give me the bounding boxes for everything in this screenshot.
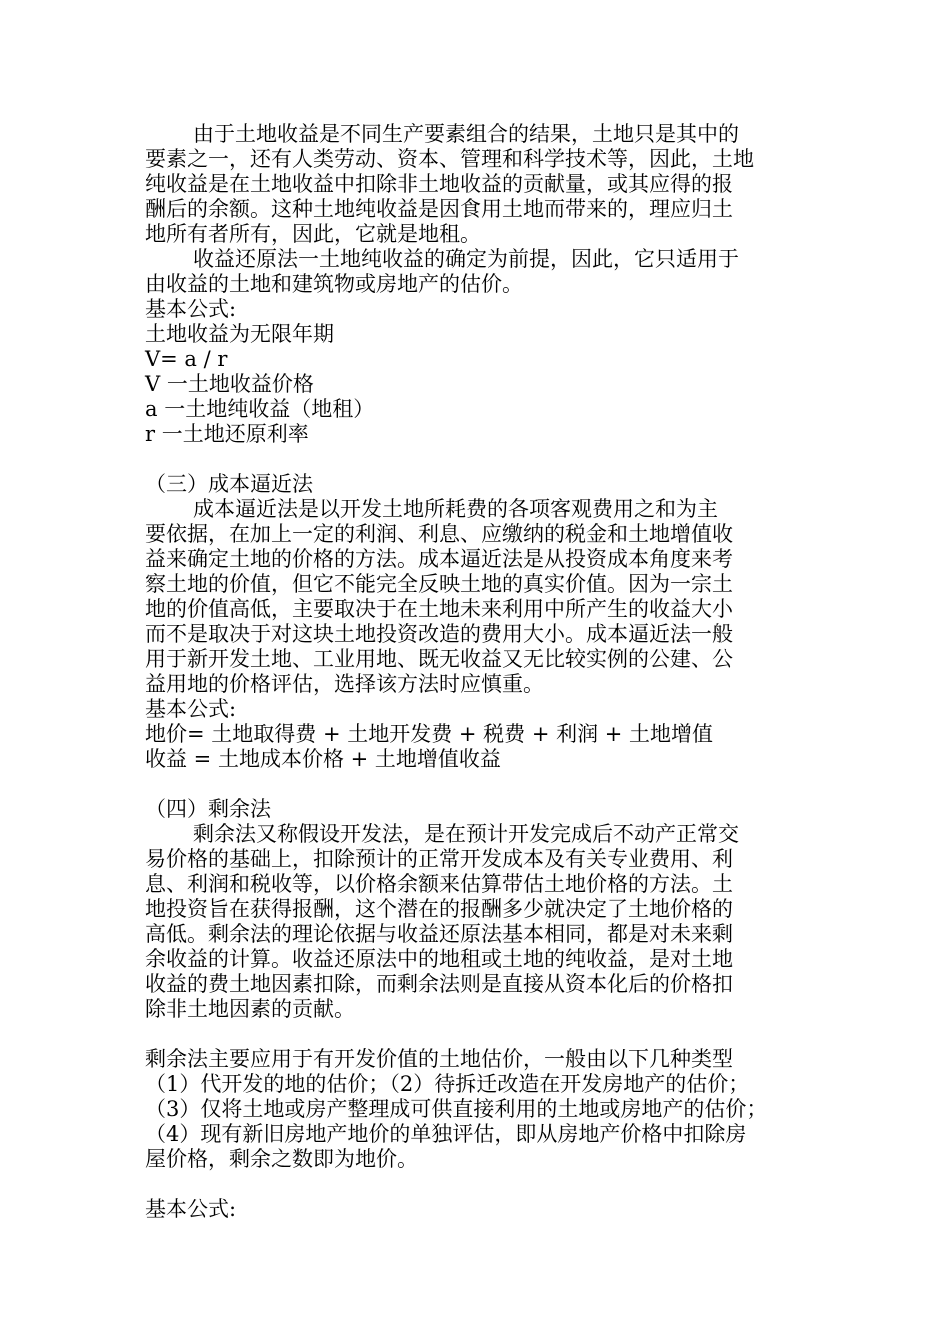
formula-cost-approach	[145, 722, 810, 772]
document-body	[145, 122, 810, 1222]
text-line: 屋价格，剩余之数即为地价。	[145, 1147, 418, 1171]
text-line: 地所有者所有，因此，它就是地租。	[145, 222, 481, 246]
paragraph-cost-approach	[145, 497, 810, 697]
section-heading-residual-method: （四）剩余法	[145, 797, 271, 821]
paragraph-land-income	[145, 122, 810, 247]
text-line: 余收益的计算。收益还原法中的地租或土地的纯收益，是对土地	[145, 947, 733, 971]
text-line: （3）仅将土地或房产整理成可供直接利用的土地或房地产的估价；	[145, 1097, 768, 1121]
text-line: 酬后的余额。这种土地纯收益是因食用土地而带来的，理应归土	[145, 197, 733, 221]
text-line: （1）代开发的地的估价；（2）待拆迁改造在开发房地产的估价；	[145, 1072, 750, 1096]
text-line: （4）现有新旧房地产地价的单独评估，即从房地产价格中扣除房	[145, 1122, 747, 1146]
text-line: 益来确定土地的价格的方法。成本逼近法是从投资成本角度来考	[145, 547, 733, 571]
formula-line: 收益 = 土地成本价格 + 土地增值收益	[145, 747, 501, 771]
blank-line	[145, 1022, 810, 1047]
text-line: 地的价值高低，主要取决于在土地未来利用中所产生的收益大小	[145, 597, 733, 621]
text-line: 剩余法主要应用于有开发价值的土地估价，一般由以下几种类型	[145, 1047, 733, 1071]
text-line: 地投资旨在获得报酬，这个潜在的报酬多少就决定了土地价格的	[145, 897, 733, 921]
text-line: 要依据，在加上一定的利润、利息、应缴纳的税金和土地增值收	[145, 522, 733, 546]
text-line: 纯收益是在土地收益中扣除非土地收益的贡献量，或其应得的报	[145, 172, 733, 196]
text-line: 而不是取决于对这块土地投资改造的费用大小。成本逼近法一般	[145, 622, 733, 646]
blank-line	[145, 772, 810, 797]
text-line: 高低。剩余法的理论依据与收益还原法基本相同，都是对未来剩	[145, 922, 733, 946]
formula-line: 土地收益为无限年期	[145, 322, 334, 346]
formula-line: V 一土地收益价格	[145, 372, 314, 396]
text-line: 成本逼近法是以开发土地所耗费的各项客观费用之和为主	[193, 497, 718, 521]
text-line: 益用地的价格评估，选择该方法时应慎重。	[145, 672, 544, 696]
paragraph-residual-method	[145, 822, 810, 1022]
formula-income-capitalization	[145, 322, 810, 447]
formula-line: 地价= 土地取得费 + 土地开发费 + 税费 + 利润 + 土地增值	[145, 722, 714, 746]
text-line: 由收益的土地和建筑物或房地产的估价。	[145, 272, 523, 296]
formula-line: r 一土地还原利率	[145, 422, 309, 446]
text-line: 剩余法又称假设开发法，是在预计开发完成后不动产正常交	[193, 822, 739, 846]
formula-line: V= a / r	[145, 347, 228, 371]
blank-line	[145, 1172, 810, 1197]
text-line: 息、利润和税收等，以价格余额来估算带估土地价格的方法。土	[145, 872, 733, 896]
paragraph-residual-application	[145, 1047, 810, 1172]
text-line: 收益还原法一土地纯收益的确定为前提，因此，它只适用于	[193, 247, 739, 271]
paragraph-income-capitalization	[145, 247, 810, 297]
text-line: 易价格的基础上，扣除预计的正常开发成本及有关专业费用、利	[145, 847, 733, 871]
blank-line	[145, 447, 810, 472]
text-line: 除非土地因素的贡献。	[145, 997, 355, 1021]
formula-label: 基本公式:	[145, 1197, 237, 1221]
formula-line: a 一土地纯收益（地租）	[145, 397, 375, 421]
text-line: 收益的费土地因素扣除，而剩余法则是直接从资本化后的价格扣	[145, 972, 733, 996]
formula-label: 基本公式:	[145, 297, 237, 321]
text-line: 由于土地收益是不同生产要素组合的结果，土地只是其中的	[193, 122, 739, 146]
section-heading-cost-approach: （三）成本逼近法	[145, 472, 313, 496]
formula-label: 基本公式:	[145, 697, 237, 721]
text-line: 察土地的价值，但它不能完全反映土地的真实价值。因为一宗土	[145, 572, 733, 596]
text-line: 用于新开发土地、工业用地、既无收益又无比较实例的公建、公	[145, 647, 733, 671]
text-line: 要素之一，还有人类劳动、资本、管理和科学技术等，因此，土地	[145, 147, 754, 171]
